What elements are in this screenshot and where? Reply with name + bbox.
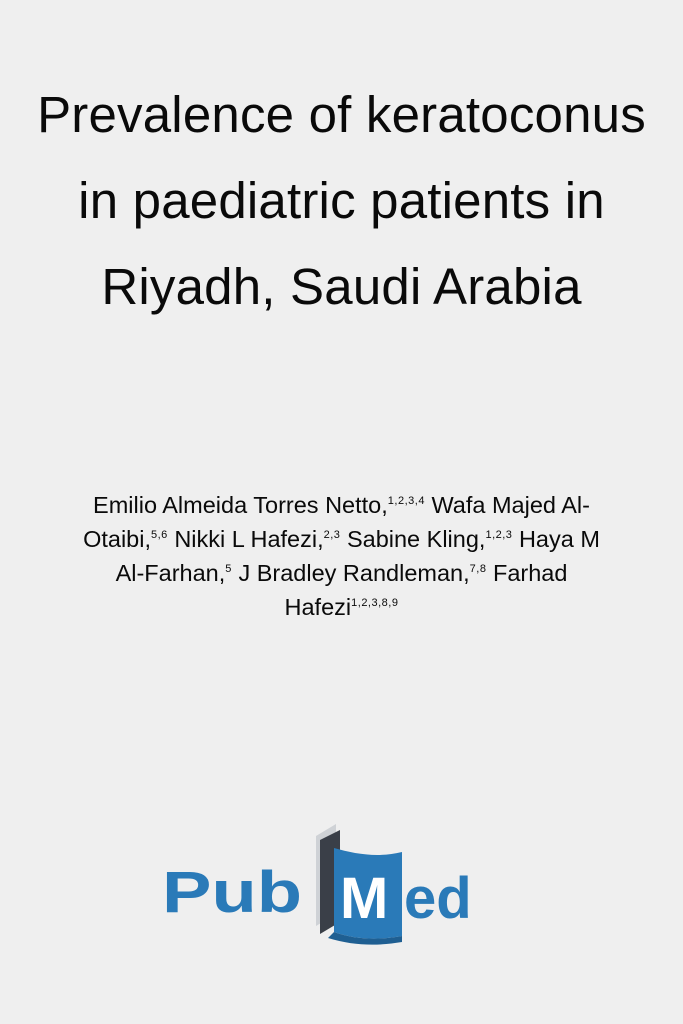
author — [238, 560, 486, 586]
author-name: Farhad Hafezi — [284, 560, 568, 620]
author-name: Sabine Kling, — [346, 526, 486, 552]
affiliation-superscript: 1,2,3,8,9 — [351, 597, 399, 609]
pubmed-logo — [150, 818, 530, 948]
affiliation-superscript: 7,8 — [469, 563, 487, 575]
logo-med-rest: ed — [404, 866, 472, 931]
affiliation-superscript: 1,2,3,4 — [387, 495, 425, 507]
author-name: Wafa Majed Al-Otaibi, — [83, 492, 590, 552]
logo-med-first-letter: M — [340, 866, 389, 931]
author — [347, 526, 512, 552]
article-title: Prevalence of keratoconus in paediatric patients in Riyadh, Saudi Arabia — [37, 86, 646, 315]
logo-pub-text: Pub — [162, 860, 302, 925]
affiliation-superscript: 5,6 — [150, 529, 168, 541]
author-list — [70, 488, 613, 624]
author — [174, 526, 340, 552]
author-name: Haya M Al-Farhan, — [115, 526, 600, 586]
affiliation-superscript: 5 — [225, 563, 232, 575]
author-name: Nikki L Hafezi, — [174, 526, 324, 552]
author-name: Emilio Almeida Torres Netto, — [93, 492, 388, 518]
affiliation-superscript: 1,2,3 — [485, 529, 513, 541]
author — [93, 492, 425, 518]
affiliation-superscript: 2,3 — [323, 529, 341, 541]
logo-med-text — [340, 866, 472, 931]
author-name: J Bradley Randleman, — [238, 560, 470, 586]
